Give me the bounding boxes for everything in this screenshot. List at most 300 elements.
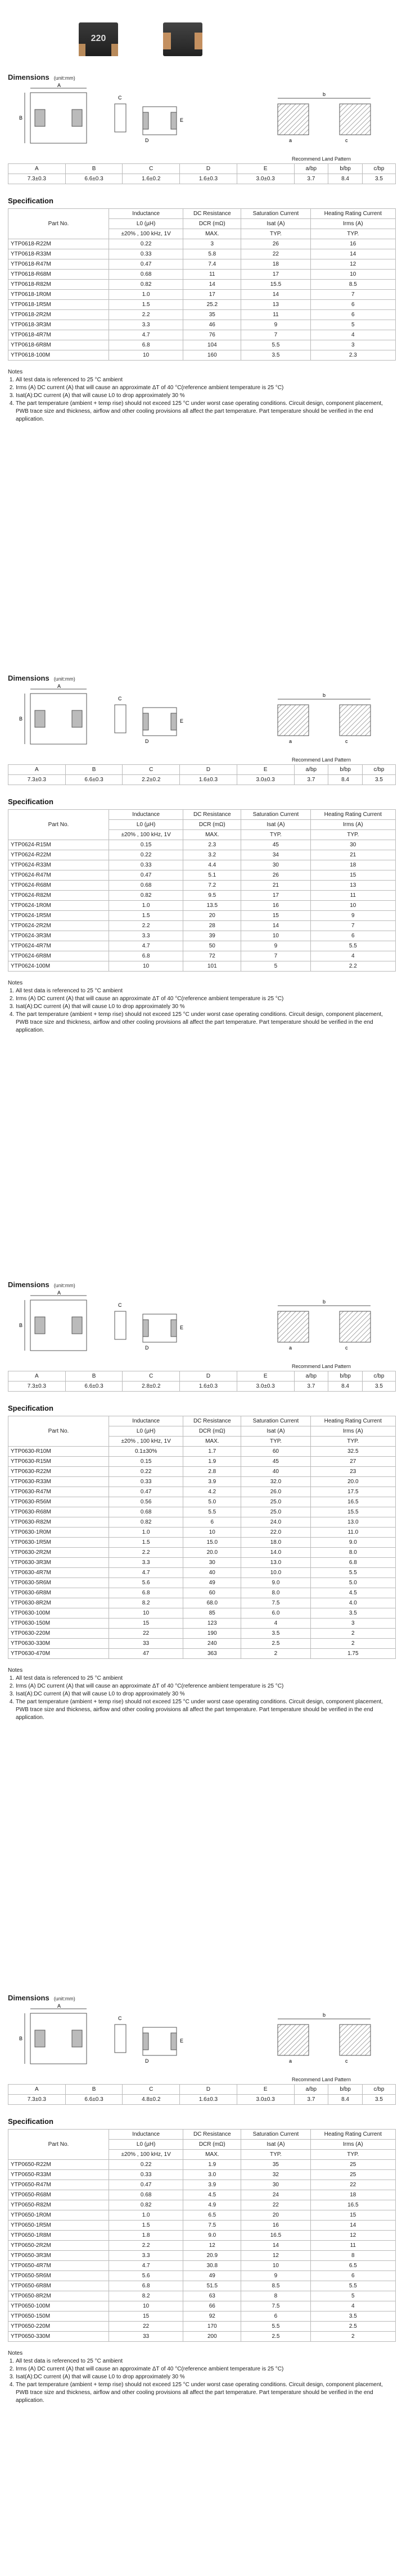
spec-value-cell: 20	[241, 2210, 310, 2221]
spec-value-cell: 0.82	[109, 1517, 183, 1528]
part-number-cell: YTP0624-R68M	[8, 881, 109, 891]
spec-value-cell: 0.15	[109, 840, 183, 850]
spec-value-cell: 32.5	[310, 1447, 395, 1457]
spec-value-cell: 7.5	[241, 1598, 310, 1608]
table-row	[8, 1598, 396, 1608]
table-row	[8, 2231, 396, 2241]
part-number-cell: YTP0650-R22M	[8, 2160, 109, 2170]
spec-value-cell: 18.0	[241, 1538, 310, 1548]
spec-value-cell: 30	[241, 860, 310, 870]
notes-list	[8, 1675, 396, 1722]
spec-value-cell: 92	[183, 2311, 241, 2322]
spec-value-cell: 15	[310, 870, 395, 881]
spec-header-heat: Heating Rating Current	[310, 2130, 395, 2140]
spec-value-cell: 12	[183, 2241, 241, 2251]
dim-header-cell: b/bp	[328, 164, 363, 174]
dim-header-cell: c/bp	[362, 2085, 395, 2095]
spec-value-cell: 8.2	[109, 1598, 183, 1608]
note-item: 1. All test data is referenced to 25 °C ambient	[16, 987, 396, 995]
spec-value-cell: 4.7	[109, 1568, 183, 1578]
spec-value-cell: 104	[183, 340, 241, 350]
spec-unit-isat_unit: Isat (A)	[241, 2140, 310, 2150]
svg-text:c: c	[345, 738, 348, 744]
spec-value-cell: 10	[109, 1608, 183, 1618]
spec-value-cell: 0.47	[109, 1487, 183, 1497]
table-row	[8, 1558, 396, 1568]
spec-unit-dcr_unit: DCR (mΩ)	[183, 219, 241, 229]
dimensions-label: Dimensions	[8, 674, 49, 682]
spec-value-cell: 1.0	[109, 901, 183, 911]
dim-header-cell: c/bp	[362, 765, 395, 775]
spec-value-cell: 8.0	[310, 1548, 395, 1558]
spec-value-cell: 35	[241, 2160, 310, 2170]
dim-header-cell: D	[180, 765, 237, 775]
part-number-cell: YTP0618-R47M	[8, 259, 109, 270]
dim-value-cell: 3.7	[294, 1382, 328, 1392]
spec-value-cell: 8	[310, 2251, 395, 2261]
spec-value-cell: 4.7	[109, 2261, 183, 2271]
notes-title: Notes	[8, 369, 23, 375]
spec-value-cell: 12	[310, 2231, 395, 2241]
spec-value-cell: 26	[241, 870, 310, 881]
svg-text:E: E	[180, 718, 184, 724]
dim-header-cell: E	[237, 164, 294, 174]
spec-value-cell: 7	[241, 330, 310, 340]
spec-header-dcr: DC Resistance	[183, 209, 241, 219]
part-number-cell: YTP0650-3R3M	[8, 2251, 109, 2261]
svg-text:A: A	[57, 2003, 61, 2009]
spec-value-cell: 14	[183, 280, 241, 290]
spec-value-cell: 30	[310, 840, 395, 850]
dim-value-cell: 4.8±0.2	[123, 2095, 180, 2105]
part-number-cell: YTP0630-5R6M	[8, 1578, 109, 1588]
part-number-cell: YTP0650-220M	[8, 2322, 109, 2332]
spec-value-cell: 2.2	[109, 1548, 183, 1558]
table-row	[8, 2311, 396, 2322]
spec-section	[8, 1994, 396, 2405]
spec-value-cell: 23	[310, 1467, 395, 1477]
spec-value-cell: 0.68	[109, 1507, 183, 1517]
table-row	[8, 330, 396, 340]
svg-text:C: C	[118, 696, 122, 701]
spec-table	[8, 2129, 396, 2342]
part-number-cell: YTP0618-R22M	[8, 239, 109, 249]
dim-value-cell: 3.7	[294, 174, 328, 184]
spec-table	[8, 1416, 396, 1659]
spec-value-cell: 15.5	[241, 280, 310, 290]
spec-value-cell: 85	[183, 1608, 241, 1618]
dim-header-cell: E	[237, 2085, 294, 2095]
spec-value-cell: 63	[183, 2291, 241, 2301]
spec-value-cell: 0.82	[109, 280, 183, 290]
part-number-cell: YTP0624-1R5M	[8, 911, 109, 921]
table-row	[8, 1507, 396, 1517]
table-row	[8, 2251, 396, 2261]
dim-header-cell: B	[65, 1371, 123, 1382]
spec-value-cell: 68.0	[183, 1598, 241, 1608]
dim-header-cell: C	[123, 1371, 180, 1382]
spec-value-cell: 2.5	[241, 2332, 310, 2342]
spec-value-cell: 4	[241, 1618, 310, 1629]
spec-value-cell: 39	[183, 931, 241, 941]
note-item: 4. The part temperature (ambient + temp rise) should not exceed 125 °C under worst case operating conditions. Circuit design, component placement, PWB trace size and thickness, airflow and other cooling provisions all affect the part temperature. Part temperature should be verified in the end application.	[16, 1011, 396, 1034]
spec-value-cell: 33	[109, 2332, 183, 2342]
dimensions-title	[8, 674, 396, 682]
dim-value-cell: 8.4	[328, 775, 363, 785]
part-number-cell: YTP0624-4R7M	[8, 941, 109, 951]
spec-value-cell: 9	[241, 320, 310, 330]
dim-header-cell: A	[8, 1371, 66, 1382]
spec-value-cell: 20.0	[183, 1548, 241, 1558]
spec-value-cell: 363	[183, 1649, 241, 1659]
spec-sub-max: MAX.	[183, 1437, 241, 1447]
spec-value-cell: 22	[109, 1629, 183, 1639]
spec-value-cell: 4	[310, 330, 395, 340]
table-row	[8, 1497, 396, 1507]
svg-text:b: b	[323, 2012, 326, 2018]
part-number-cell: YTP0630-330M	[8, 1639, 109, 1649]
dim-value-cell: 3.0±0.3	[237, 775, 294, 785]
table-row	[8, 290, 396, 300]
spec-unit-l_unit: L0 (µH)	[109, 820, 183, 830]
table-row	[8, 961, 396, 972]
spec-value-cell: 1.9	[183, 2160, 241, 2170]
dim-header-cell: b/bp	[328, 2085, 363, 2095]
part-number-cell: YTP0618-100M	[8, 350, 109, 361]
land-pattern-label: Recommend Land Pattern	[292, 1364, 351, 1369]
spec-value-cell: 1.5	[109, 300, 183, 310]
spec-value-cell: 15.0	[183, 1538, 241, 1548]
unit-label: (unit:mm)	[53, 1996, 75, 2001]
spec-value-cell: 6.5	[310, 2261, 395, 2271]
dim-header-cell: C	[123, 765, 180, 775]
spec-value-cell: 49	[183, 1578, 241, 1588]
note-item: 3. Isat(A):DC current (A) that will cause L0 to drop approximately 30 %	[16, 2373, 396, 2381]
spec-value-cell: 5.5	[310, 941, 395, 951]
svg-text:B: B	[19, 2036, 23, 2041]
spec-value-cell: 10	[109, 350, 183, 361]
spec-value-cell: 25.2	[183, 300, 241, 310]
part-number-cell: YTP0650-330M	[8, 2332, 109, 2342]
spec-value-cell: 3.5	[241, 1629, 310, 1639]
table-row	[8, 270, 396, 280]
part-number-cell: YTP0618-R82M	[8, 280, 109, 290]
dim-header-cell: B	[65, 765, 123, 775]
spec-value-cell: 21	[241, 881, 310, 891]
spec-value-cell: 7	[310, 921, 395, 931]
spec-value-cell: 7.5	[241, 2301, 310, 2311]
spec-value-cell: 8.0	[241, 1588, 310, 1598]
svg-text:a: a	[289, 138, 292, 143]
spec-value-cell: 3.9	[183, 1477, 241, 1487]
spec-value-cell: 12	[241, 2251, 310, 2261]
svg-text:a: a	[289, 2058, 292, 2064]
part-no-header: Part No.	[8, 209, 109, 239]
spec-value-cell: 3.2	[183, 850, 241, 860]
part-number-cell: YTP0618-R33M	[8, 249, 109, 259]
table-row	[8, 239, 396, 249]
spec-value-cell: 1.8	[109, 2231, 183, 2241]
spec-value-cell: 5.6	[109, 2271, 183, 2281]
spec-value-cell: 11	[183, 270, 241, 280]
spec-value-cell: 1.9	[183, 1457, 241, 1467]
spec-value-cell: 22	[241, 249, 310, 259]
spec-unit-irms_unit: Irms (A)	[310, 2140, 395, 2150]
dim-header-cell: D	[180, 1371, 237, 1382]
spec-value-cell: 0.15	[109, 1457, 183, 1467]
dim-value-cell: 1.6±0.3	[180, 775, 237, 785]
specification-title: Specification	[8, 1404, 53, 1412]
spec-value-cell: 3	[310, 340, 395, 350]
spec-value-cell: 0.82	[109, 2200, 183, 2210]
spec-value-cell: 2.2	[310, 961, 395, 972]
dim-header-cell: B	[65, 164, 123, 174]
spec-value-cell: 4.4	[183, 860, 241, 870]
spec-value-cell: 76	[183, 330, 241, 340]
spec-value-cell: 9	[310, 911, 395, 921]
spec-value-cell: 190	[183, 1629, 241, 1639]
svg-text:D: D	[145, 1345, 149, 1351]
notes-block	[8, 2350, 396, 2405]
part-number-cell: YTP0630-150M	[8, 1618, 109, 1629]
spec-value-cell: 6	[310, 2271, 395, 2281]
part-number-cell: YTP0630-R10M	[8, 1447, 109, 1457]
spec-unit-irms_unit: Irms (A)	[310, 219, 395, 229]
spec-value-cell: 27	[310, 1457, 395, 1467]
dim-value-cell: 8.4	[328, 174, 363, 184]
dim-value-cell: 2.2±0.2	[123, 775, 180, 785]
svg-text:C: C	[118, 1302, 122, 1308]
dim-value-cell: 8.4	[328, 1382, 363, 1392]
note-item: 3. Isat(A):DC current (A) that will cause L0 to drop approximately 30 %	[16, 392, 396, 400]
svg-text:D: D	[145, 738, 149, 744]
part-number-cell: YTP0630-R33M	[8, 1477, 109, 1487]
spec-value-cell: 6.8	[109, 340, 183, 350]
spec-value-cell: 22.0	[241, 1528, 310, 1538]
part-number-cell: YTP0630-220M	[8, 1629, 109, 1639]
spec-value-cell: 9.5	[183, 891, 241, 901]
spec-value-cell: 10	[241, 931, 310, 941]
spec-value-cell: 15	[109, 2311, 183, 2322]
spec-unit-dcr_unit: DCR (mΩ)	[183, 2140, 241, 2150]
spec-value-cell: 30.8	[183, 2261, 241, 2271]
table-row	[8, 259, 396, 270]
spec-unit-isat_unit: Isat (A)	[241, 1426, 310, 1437]
table-row	[8, 2221, 396, 2231]
part-number-cell: YTP0630-R47M	[8, 1487, 109, 1497]
spec-value-cell: 25.0	[241, 1497, 310, 1507]
notes-title: Notes	[8, 980, 23, 986]
spec-unit-l_unit: L0 (µH)	[109, 2140, 183, 2150]
table-row	[8, 951, 396, 961]
svg-text:A: A	[57, 83, 61, 88]
spec-value-cell: 11.0	[310, 1528, 395, 1538]
land-pattern-label: Recommend Land Pattern	[292, 2077, 351, 2082]
spec-value-cell: 16.5	[241, 2231, 310, 2241]
spec-value-cell: 24	[241, 2190, 310, 2200]
dimensions-label: Dimensions	[8, 1994, 49, 2002]
svg-text:D: D	[145, 2058, 149, 2064]
table-row	[8, 1548, 396, 1558]
svg-text:A: A	[57, 1290, 61, 1296]
part-number-cell: YTP0650-5R6M	[8, 2271, 109, 2281]
spec-value-cell: 0.47	[109, 2180, 183, 2190]
spec-value-cell: 50	[183, 941, 241, 951]
spec-value-cell: 6.5	[183, 2210, 241, 2221]
spec-value-cell: 200	[183, 2332, 241, 2342]
dim-header-cell: c/bp	[362, 164, 395, 174]
spec-value-cell: 35	[183, 310, 241, 320]
part-number-cell: YTP0650-R68M	[8, 2190, 109, 2200]
spec-value-cell: 4.2	[183, 1487, 241, 1497]
part-number-cell: YTP0624-100M	[8, 961, 109, 972]
svg-text:D: D	[145, 138, 149, 143]
spec-value-cell: 6.8	[109, 2281, 183, 2291]
spec-value-cell: 25	[310, 2160, 395, 2170]
svg-text:c: c	[345, 2058, 348, 2064]
dim-value-cell: 3.7	[294, 2095, 328, 2105]
spec-value-cell: 160	[183, 350, 241, 361]
part-number-cell: YTP0630-8R2M	[8, 1598, 109, 1608]
part-number-cell: YTP0630-R56M	[8, 1497, 109, 1507]
spec-value-cell: 5	[241, 961, 310, 972]
table-row	[8, 931, 396, 941]
spec-value-cell: 6	[310, 310, 395, 320]
part-number-cell: YTP0650-1R5M	[8, 2221, 109, 2231]
spec-value-cell: 2	[310, 1639, 395, 1649]
dim-value-cell: 2.8±0.2	[123, 1382, 180, 1392]
table-row	[8, 2210, 396, 2221]
spec-header-heat: Heating Rating Current	[310, 810, 395, 820]
note-item: 3. Isat(A):DC current (A) that will cause L0 to drop approximately 30 %	[16, 1003, 396, 1011]
spec-sub-typ2: TYP.	[310, 830, 395, 840]
notes-block	[8, 979, 396, 1034]
dimension-drawing	[8, 1289, 396, 1362]
spec-value-cell: 6	[310, 300, 395, 310]
spec-value-cell: 30	[241, 2180, 310, 2190]
dim-header-cell: D	[180, 164, 237, 174]
spec-header-sat: Saturation Current	[241, 810, 310, 820]
svg-text:C: C	[118, 2016, 122, 2021]
dim-value-cell: 1.6±0.3	[180, 174, 237, 184]
spec-value-cell: 4.7	[109, 941, 183, 951]
table-row	[8, 911, 396, 921]
table-row	[8, 2332, 396, 2342]
spec-value-cell: 26	[241, 239, 310, 249]
part-number-cell: YTP0650-R47M	[8, 2180, 109, 2190]
spec-value-cell: 2	[310, 1629, 395, 1639]
unit-label: (unit:mm)	[53, 676, 75, 682]
spec-value-cell: 0.68	[109, 2190, 183, 2200]
spec-value-cell: 0.22	[109, 239, 183, 249]
spec-value-cell: 14	[241, 921, 310, 931]
dimension-drawing	[8, 81, 396, 154]
table-row	[8, 340, 396, 350]
spec-value-cell: 2.3	[183, 840, 241, 850]
notes-list	[8, 2358, 396, 2405]
spec-value-cell: 0.47	[109, 259, 183, 270]
dim-value-cell: 3.5	[362, 174, 395, 184]
notes-title: Notes	[8, 1667, 23, 1674]
table-row	[8, 2271, 396, 2281]
part-no-header: Part No.	[8, 810, 109, 840]
spec-value-cell: 4.0	[310, 1598, 395, 1608]
dim-value-cell: 3.7	[294, 775, 328, 785]
spec-value-cell: 5.6	[109, 1578, 183, 1588]
dim-header-cell: b/bp	[328, 1371, 363, 1382]
spec-value-cell: 0.33	[109, 2170, 183, 2180]
spec-unit-l_unit: L0 (µH)	[109, 1426, 183, 1437]
note-item: 1. All test data is referenced to 25 °C ambient	[16, 1675, 396, 1683]
spec-value-cell: 13.5	[183, 901, 241, 911]
dim-value-cell: 1.6±0.3	[180, 2095, 237, 2105]
spec-value-cell: 45	[241, 1457, 310, 1467]
part-number-cell: YTP0630-1R0M	[8, 1528, 109, 1538]
table-row	[8, 1588, 396, 1598]
spec-value-cell: 101	[183, 961, 241, 972]
part-number-cell: YTP0630-470M	[8, 1649, 109, 1659]
unit-label: (unit:mm)	[53, 1283, 75, 1288]
spec-value-cell: 0.22	[109, 1467, 183, 1477]
notes-list	[8, 376, 396, 423]
spec-unit-dcr_unit: DCR (mΩ)	[183, 820, 241, 830]
spec-value-cell: 15	[310, 2210, 395, 2221]
spec-unit-irms_unit: Irms (A)	[310, 820, 395, 830]
dimension-drawing	[8, 2002, 396, 2075]
spec-value-cell: 5.5	[310, 1568, 395, 1578]
spec-value-cell: 2.5	[310, 2322, 395, 2332]
spec-value-cell: 5.0	[310, 1578, 395, 1588]
spec-sub-tol: ±20% , 100 kHz, 1V	[109, 1437, 183, 1447]
dim-header-cell: C	[123, 164, 180, 174]
spec-section	[8, 674, 396, 1034]
spec-value-cell: 2.3	[310, 350, 395, 361]
dim-value-cell: 3.5	[362, 2095, 395, 2105]
spec-value-cell: 0.22	[109, 2160, 183, 2170]
spec-value-cell: 1.0	[109, 290, 183, 300]
spec-value-cell: 0.68	[109, 881, 183, 891]
spec-value-cell: 2.2	[109, 2241, 183, 2251]
spec-value-cell: 3.3	[109, 2251, 183, 2261]
spec-value-cell: 15	[109, 1618, 183, 1629]
spec-value-cell: 5.1	[183, 870, 241, 881]
part-number-cell: YTP0624-2R2M	[8, 921, 109, 931]
dim-header-cell: A	[8, 765, 66, 775]
spec-value-cell: 17	[241, 891, 310, 901]
table-row	[8, 2200, 396, 2210]
table-row	[8, 310, 396, 320]
svg-text:E: E	[180, 117, 184, 123]
part-number-cell: YTP0650-150M	[8, 2311, 109, 2322]
spec-value-cell: 3.9	[183, 2180, 241, 2190]
spec-value-cell: 8.2	[109, 2291, 183, 2301]
part-number-cell: YTP0624-3R3M	[8, 931, 109, 941]
spec-value-cell: 72	[183, 951, 241, 961]
part-number-cell: YTP0624-R15M	[8, 840, 109, 850]
table-row	[8, 850, 396, 860]
spec-value-cell: 0.68	[109, 270, 183, 280]
dim-value-cell: 7.3±0.3	[8, 2095, 66, 2105]
spec-value-cell: 9	[241, 2271, 310, 2281]
part-no-header: Part No.	[8, 2130, 109, 2160]
spec-value-cell: 8	[241, 2291, 310, 2301]
spec-value-cell: 5.5	[310, 2281, 395, 2291]
part-number-cell: YTP0624-R33M	[8, 860, 109, 870]
spec-value-cell: 4.5	[183, 2190, 241, 2200]
spec-value-cell: 22	[109, 2322, 183, 2332]
part-number-cell: YTP0630-6R8M	[8, 1588, 109, 1598]
spec-value-cell: 25.0	[241, 1507, 310, 1517]
